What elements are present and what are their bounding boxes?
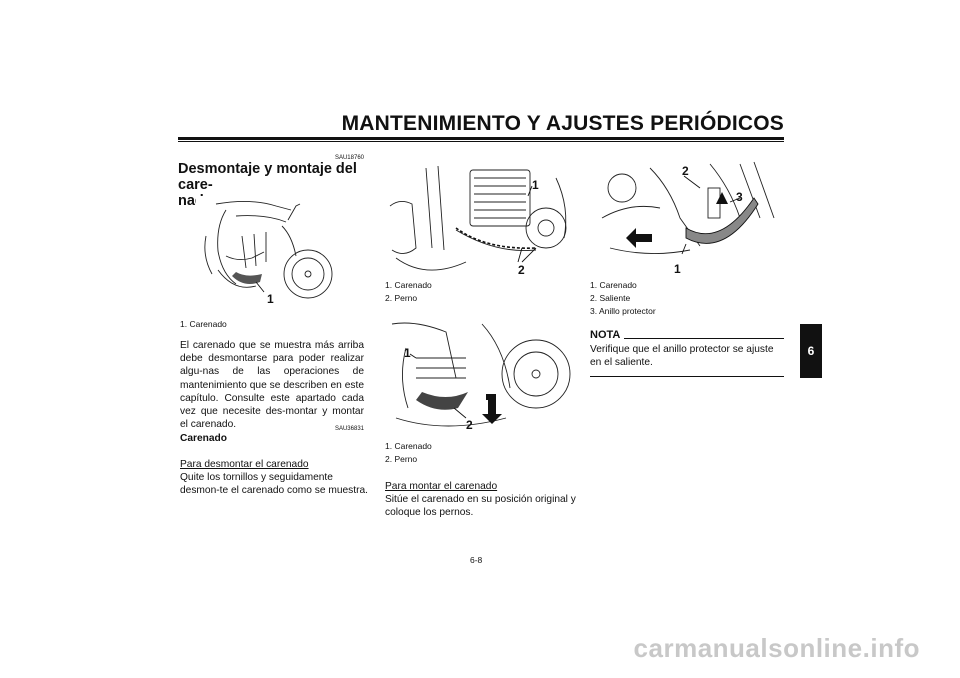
section-heading: Desmontaje y montaje del care- nado [178, 161, 357, 209]
chapter-tab: 6 [800, 324, 822, 378]
section-code: SAU36831 [334, 426, 364, 432]
figure-caption-item: 1. Carenado [385, 441, 432, 451]
figure-callout: 1 [674, 262, 681, 276]
body-paragraph: El carenado que se muestra más arriba debe desmontarse para poder realizar algu-nas de las operaciones de mantenimiento que se describen en este capítulo. Consulte este apartado cada vez que necesite des-montar y montar el carenado. [180, 340, 364, 431]
subheading: Carenado [180, 433, 227, 444]
note-header [590, 329, 784, 341]
figure-caption: 1. Carenado [180, 319, 227, 329]
figure-caption-item: 1. Carenado [590, 280, 637, 290]
figure-callout: 3 [736, 190, 743, 204]
procedure-text: Quite los tornillos y seguidamente desmon-te el carenado como se muestra. [180, 472, 368, 497]
figure-caption-item: 2. Perno [385, 293, 418, 303]
figure-callout: 2 [466, 418, 473, 432]
page-title: MANTENIMIENTO Y AJUSTES PERIÓDICOS [341, 112, 784, 135]
header-rule-thin [178, 141, 784, 142]
figure-callout: 2 [518, 263, 525, 277]
note-rule [624, 338, 784, 339]
header-rule [178, 137, 784, 140]
figure-caption-item: 2. Perno [385, 454, 418, 464]
figure-callout: 1 [267, 292, 274, 306]
watermark: carmanualsonline.info [633, 633, 920, 663]
engine-figure-2 [386, 318, 574, 434]
page-number: 6-8 [470, 555, 483, 565]
engine-figure-1 [386, 158, 574, 282]
figure-caption-item: 3. Anillo protector [590, 306, 656, 316]
section-code: SAU18760 [334, 155, 364, 161]
figure-caption-item: 2. Saliente [590, 293, 631, 303]
note-label: NOTA [590, 329, 621, 341]
procedure-title: Para desmontar el carenado [180, 459, 309, 470]
figure-callout: 1 [532, 178, 539, 192]
figure-caption-item: 1. Carenado [385, 280, 432, 290]
figure-callout: 1 [404, 346, 411, 360]
figure-callout: 2 [682, 164, 689, 178]
note-end-rule [590, 376, 784, 377]
procedure-text: Sitúe el carenado en su posición original y coloque los pernos. [385, 494, 576, 519]
motorcycle-figure-1 [196, 196, 342, 304]
procedure-title: Para montar el carenado [385, 481, 498, 492]
note-text: Verifique que el anillo protector se ajuste en el saliente. [590, 344, 774, 369]
